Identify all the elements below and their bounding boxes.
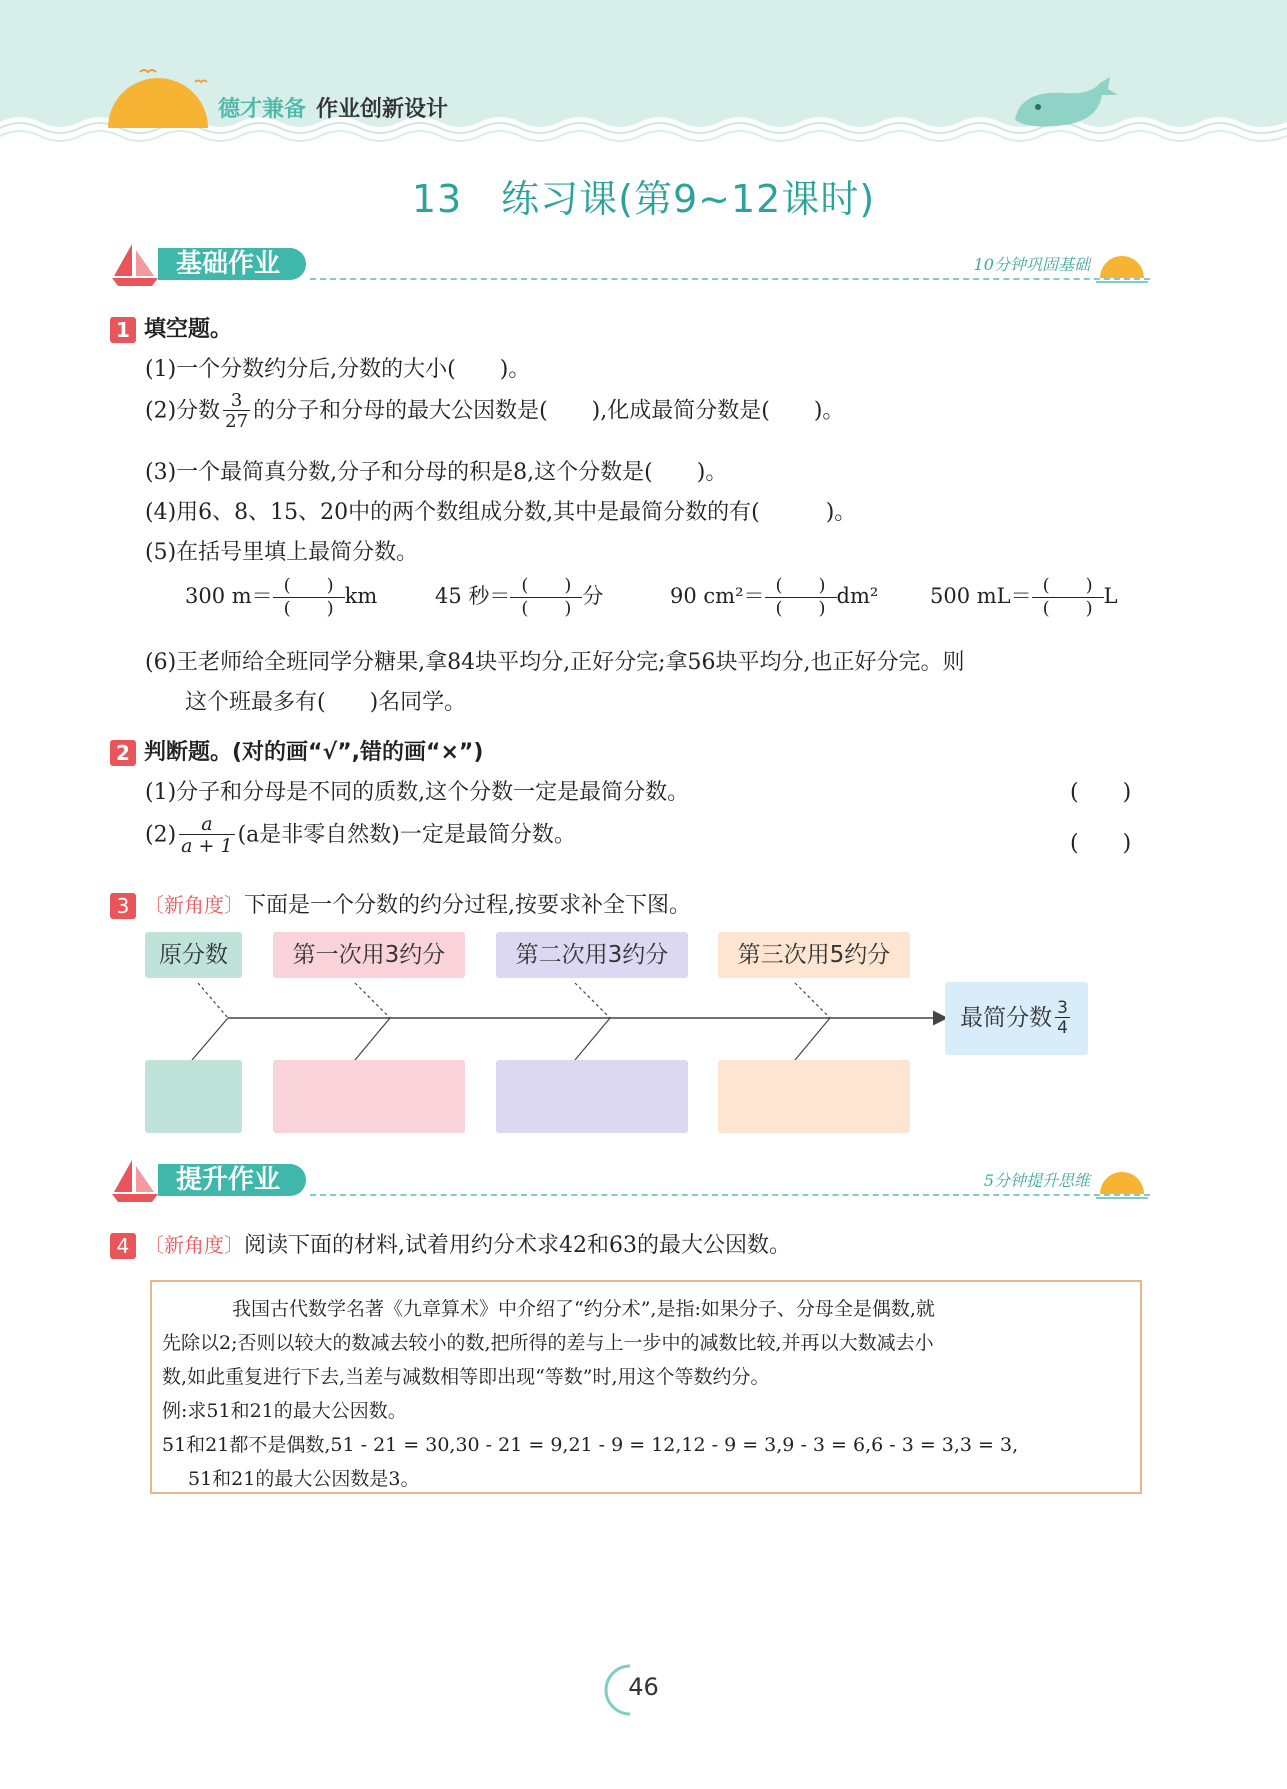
blank-bottom[interactable]: ( ) (521, 598, 572, 619)
result-box (945, 982, 1088, 1055)
q4-number: 4 (110, 1233, 136, 1259)
q1-number: 1 (110, 317, 136, 343)
result-label: 最简分数 (960, 1005, 1053, 1031)
conversion-item (185, 575, 377, 620)
q2-title: 判断题。(对的画“√”,错的画“×”) (144, 740, 484, 765)
q3-number: 3 (110, 893, 136, 919)
conversion-left: 500 mL＝ (930, 584, 1032, 608)
sunset-icon (1094, 1168, 1150, 1204)
sailboat-icon (110, 242, 160, 288)
blank-top[interactable]: ( ) (283, 575, 334, 596)
q3-heading (110, 888, 691, 919)
label-third-reduction: 第三次用5约分 (718, 932, 910, 978)
q2-heading (110, 735, 483, 766)
section1-note: 10分钟巩固基础 (973, 255, 1090, 274)
q2-answer1-paren[interactable]: ( ) (1070, 780, 1132, 805)
blank-bottom[interactable]: ( ) (283, 598, 334, 619)
label-first-reduction: 第一次用3约分 (273, 932, 465, 978)
page-title: 13 练习课(第9~12课时) (411, 177, 876, 221)
brand-a: 德才兼备 (218, 97, 307, 122)
answer-box-original[interactable] (145, 1060, 242, 1133)
label-original-fraction: 原分数 (145, 932, 242, 978)
material-line1: 我国古代数学名著《九章算术》中介绍了“约分术”,是指:如果分子、分母全是偶数,就 (232, 1298, 935, 1320)
q1-title: 填空题。 (144, 317, 233, 342)
q1-fraction-denominator: 27 (225, 411, 249, 432)
material-line6: 51和21的最大公因数是3。 (188, 1468, 420, 1490)
q2-fraction-numerator: a (201, 813, 213, 835)
result-denominator: 4 (1057, 1018, 1068, 1038)
q1-line2-suffix: 的分子和分母的最大公因数是( ),化成最简分数是( )。 (253, 398, 845, 424)
q4-text: 阅读下面的材料,试着用约分术求42和63的最大公因数。 (244, 1233, 791, 1258)
q1-line2 (145, 392, 844, 431)
conversion-unit: L (1103, 584, 1118, 608)
q2-statement1: (1)分子和分母是不同的质数,这个分数一定是最简分数。 (145, 780, 690, 805)
blank-top[interactable]: ( ) (1042, 575, 1093, 596)
q4-tag: 〔新角度〕 (144, 1233, 244, 1257)
conversion-left: 45 秒＝ (435, 584, 511, 608)
answer-box-second[interactable] (496, 1060, 688, 1133)
section2-divider (310, 1194, 1150, 1196)
material-box (150, 1280, 1142, 1494)
conversion-unit: km (344, 584, 378, 608)
conversion-unit: dm² (836, 584, 879, 608)
q1-line5: (5)在括号里填上最简分数。 (145, 540, 419, 565)
q2-number: 2 (110, 740, 136, 766)
q2-s2-suffix: (a是非零自然数)一定是最简分数。 (237, 822, 576, 848)
q1-fraction-numerator: 3 (230, 390, 243, 411)
conversion-item (670, 575, 878, 620)
q1-line6b: 这个班最多有( )名同学。 (185, 690, 467, 715)
conversion-left: 90 cm²＝ (670, 584, 765, 608)
q1-line2-prefix: (2)分数 (145, 398, 221, 424)
blank-bottom[interactable]: ( ) (775, 598, 826, 619)
material-line5: 51和21都不是偶数,51 - 21 = 30,30 - 21 = 9,21 - 9 = 12,12 - 9 = 3,9 - 3 = 6,6 - 3 = 3,3 = 3, (162, 1434, 1019, 1456)
sun-icon (100, 60, 210, 130)
brand-b: 作业创新设计 (316, 97, 449, 122)
material-line4: 例:求51和21的最大公因数。 (162, 1400, 407, 1422)
material-line3: 数,如此重复进行下去,当差与减数相等即出现“等数”时,用这个等数约分。 (162, 1366, 770, 1388)
section1-label: 基础作业 (158, 248, 306, 280)
q2-statement2 (145, 815, 576, 856)
material-line2: 先除以2;否则以较大的数减去较小的数,把所得的差与上一步中的减数比较,并再以大数减去小 (162, 1332, 934, 1354)
q4-heading (110, 1228, 791, 1259)
blank-top[interactable]: ( ) (521, 575, 572, 596)
q2-fraction-denominator: a + 1 (181, 835, 233, 857)
conversion-unit: 分 (582, 584, 604, 608)
conversion-item (930, 575, 1118, 620)
section1-divider (310, 278, 1150, 280)
q2-answer2-paren[interactable]: ( ) (1070, 831, 1132, 856)
answer-box-first[interactable] (273, 1060, 465, 1133)
label-second-reduction: 第二次用3约分 (496, 932, 688, 978)
reduction-diagram (140, 975, 960, 1065)
q1-line3: (3)一个最简真分数,分子和分母的积是8,这个分数是( )。 (145, 460, 728, 485)
q1-line6a: (6)王老师给全班同学分糖果,拿84块平均分,正好分完;拿56块平均分,也正好分完。则 (145, 650, 965, 675)
q1-heading (110, 312, 232, 343)
section2-banner (110, 1158, 1150, 1206)
section1-banner (110, 242, 1150, 290)
answer-box-third[interactable] (718, 1060, 910, 1133)
q1-line1: (1)一个分数约分后,分数的大小( )。 (145, 357, 531, 382)
brand (218, 92, 448, 123)
blank-bottom[interactable]: ( ) (1042, 598, 1093, 619)
whale-icon (1010, 75, 1120, 135)
sailboat-icon (110, 1158, 160, 1204)
q1-line4: (4)用6、8、15、20中的两个数组成分数,其中是最简分数的有( )。 (145, 500, 857, 525)
sunset-icon (1094, 252, 1150, 288)
conversion-left: 300 m＝ (185, 584, 273, 608)
result-numerator: 3 (1057, 998, 1068, 1018)
section2-note: 5分钟提升思维 (983, 1171, 1090, 1190)
q3-tag: 〔新角度〕 (144, 893, 244, 917)
page-number: 46 (628, 1673, 659, 1701)
conversion-item (435, 575, 603, 620)
q2-s2-prefix: (2) (145, 822, 177, 848)
q3-text: 下面是一个分数的约分过程,按要求补全下图。 (244, 893, 691, 918)
blank-top[interactable]: ( ) (775, 575, 826, 596)
section2-label: 提升作业 (158, 1164, 306, 1196)
